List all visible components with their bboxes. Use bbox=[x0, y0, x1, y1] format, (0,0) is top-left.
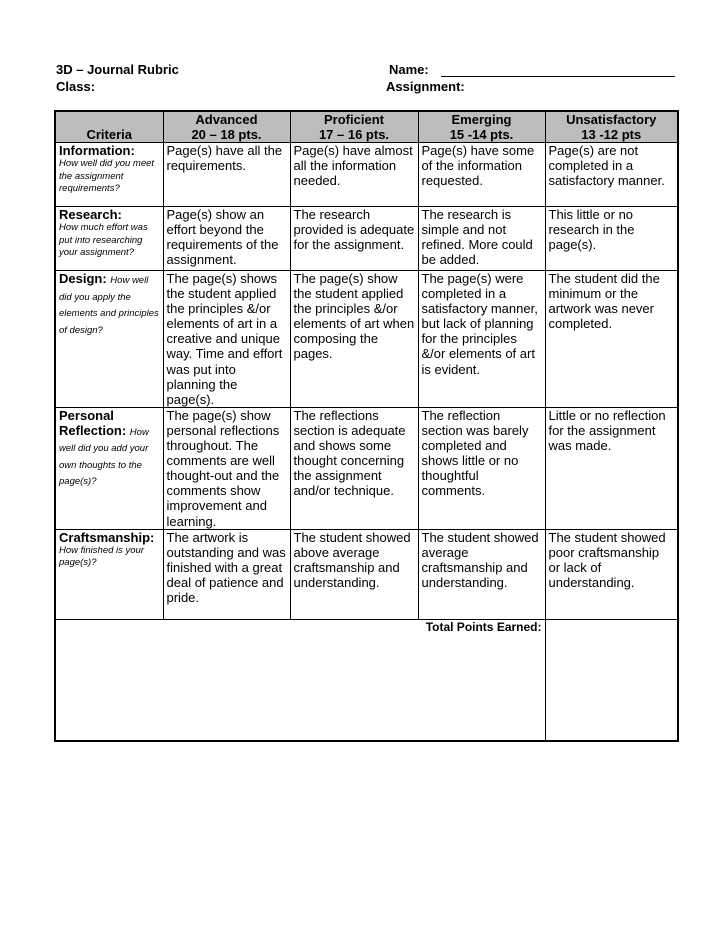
criterion-title: Craftsmanship: bbox=[59, 529, 155, 545]
emerging-range: 15 -14 pts. bbox=[449, 127, 514, 142]
criterion-question: How well did you add your own thoughts to the page(s)? bbox=[59, 426, 149, 488]
rubric-table bbox=[54, 110, 679, 742]
criterion-question: How well did you meet the assignment requirements? bbox=[59, 158, 155, 194]
criterion-question: How finished is your page(s)? bbox=[59, 544, 145, 569]
proficient-range: 17 – 16 pts. bbox=[318, 127, 390, 142]
emerging-header bbox=[418, 111, 545, 143]
advanced-cell: Page(s) show an effort beyond the requirements of the assignment. bbox=[163, 207, 290, 271]
name-field-line[interactable] bbox=[441, 76, 675, 77]
table-row bbox=[55, 143, 678, 207]
advanced-header bbox=[163, 111, 290, 143]
criteria-header bbox=[55, 111, 163, 143]
proficient-cell: Page(s) have almost all the information needed. bbox=[290, 143, 418, 207]
criterion-heading bbox=[59, 271, 160, 337]
advanced-cell: The page(s) shows the student applied the principles &/or elements of art in a creative and unique way. Time and effort was put into planning the page(s). bbox=[163, 271, 290, 408]
criteria-header-label: Criteria bbox=[86, 127, 133, 142]
advanced-range: 20 – 18 pts. bbox=[191, 127, 262, 142]
assignment-label: Assignment: bbox=[386, 79, 465, 94]
criterion-research bbox=[55, 207, 163, 271]
table-row bbox=[55, 271, 678, 408]
criterion-question: How much effort was put into researching your assignment? bbox=[59, 222, 148, 258]
criterion-title: Personal Reflection: bbox=[59, 407, 127, 438]
proficient-cell: The research provided is adequate for the assignment. bbox=[290, 207, 418, 271]
emerging-cell: Page(s) have some of the information requested. bbox=[418, 143, 545, 207]
criterion-title: Design: bbox=[59, 271, 107, 286]
emerging-cell: The research is simple and not refined. More could be added. bbox=[418, 207, 545, 271]
emerging-label: Emerging bbox=[451, 112, 512, 127]
criterion-reflection bbox=[55, 407, 163, 529]
unsatisfactory-range: 13 -12 pts bbox=[581, 127, 642, 142]
advanced-cell: The page(s) show personal reflections throughout. The comments are well thought-out and the comments show improvement and learning. bbox=[163, 407, 290, 529]
unsatisfactory-label: Unsatisfactory bbox=[566, 112, 657, 127]
total-points-label: Total Points Earned: bbox=[55, 619, 545, 741]
advanced-cell: The artwork is outstanding and was finished with a great deal of patience and pride. bbox=[163, 529, 290, 619]
emerging-cell: The reflection section was barely completed and shows little or no thoughtful comments. bbox=[418, 407, 545, 529]
criterion-title: Information: bbox=[59, 143, 135, 158]
emerging-cell: The student showed average craftsmanship and understanding. bbox=[418, 529, 545, 619]
criterion-question: How well did you apply the elements and principles of design? bbox=[59, 275, 159, 336]
emerging-cell: The page(s) were completed in a satisfactory manner, but lack of planning for the principles &/or elements of art is evident. bbox=[418, 271, 545, 408]
advanced-cell: Page(s) have all the requirements. bbox=[163, 143, 290, 207]
criterion-heading bbox=[59, 408, 160, 489]
criterion-craftsmanship bbox=[55, 529, 163, 619]
table-row bbox=[55, 207, 678, 271]
header-row bbox=[55, 111, 678, 143]
proficient-label: Proficient bbox=[324, 112, 384, 127]
criterion-title: Research: bbox=[59, 207, 122, 222]
total-points-field[interactable] bbox=[545, 619, 678, 741]
proficient-header bbox=[290, 111, 418, 143]
unsatisfactory-cell: Page(s) are not completed in a satisfactory manner. bbox=[545, 143, 678, 207]
proficient-cell: The reflections section is adequate and shows some thought concerning the assignment and/or technique. bbox=[290, 407, 418, 529]
proficient-cell: The student showed above average craftsmanship and understanding. bbox=[290, 529, 418, 619]
unsatisfactory-cell: Little or no reflection for the assignment was made. bbox=[545, 407, 678, 529]
rubric-title: 3D – Journal Rubric bbox=[56, 62, 179, 77]
unsatisfactory-cell: The student showed poor craftsmanship or lack of understanding. bbox=[545, 529, 678, 619]
criterion-design bbox=[55, 271, 163, 408]
name-label: Name: bbox=[389, 62, 429, 77]
advanced-label: Advanced bbox=[195, 112, 258, 127]
table-row bbox=[55, 529, 678, 619]
criterion-information bbox=[55, 143, 163, 207]
unsatisfactory-cell: This little or no research in the page(s). bbox=[545, 207, 678, 271]
table-row bbox=[55, 407, 678, 529]
unsatisfactory-cell: The student did the minimum or the artwork was never completed. bbox=[545, 271, 678, 408]
total-row bbox=[55, 619, 678, 741]
unsatisfactory-header bbox=[545, 111, 678, 143]
proficient-cell: The page(s) show the student applied the principles &/or elements of art when composing the pages. bbox=[290, 271, 418, 408]
class-label: Class: bbox=[56, 79, 96, 94]
